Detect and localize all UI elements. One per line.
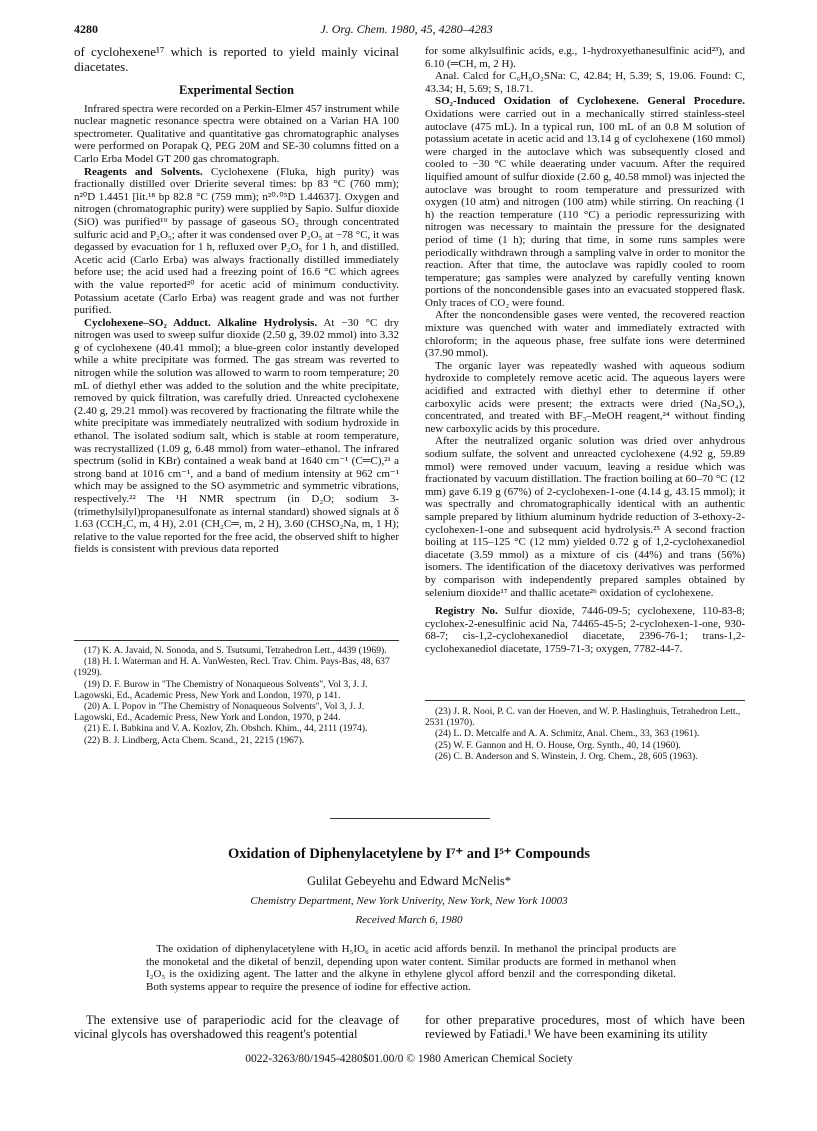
registry-head: Registry No. [435, 605, 498, 618]
paragraph-continued: for some alkylsulfinic acids, e.g., 1-hydroxyethanesulfinic acid²³), and 6.10 (═CH, m, 2 H). [425, 45, 745, 70]
paragraph-adduct [74, 317, 399, 556]
journal-citation: J. Org. Chem. 1980, 45, 4280–4283 [320, 22, 493, 36]
intro-left: The extensive use of paraperiodic acid for the cleavage of vicinal glycols has overshadowed this reagent's potential [74, 1013, 399, 1041]
received-date: Received March 6, 1980 [355, 914, 463, 926]
paragraph-organic-layer: The organic layer was repeatedly washed with aqueous sodium hydroxide to completely remove acetic acid. The aqueous layers were acidified and extracted with diethyl ether to determine if other carboxylic acids were present; the extracts were dried (Na₂SO₄), concentrated, and treated with BF₃–MeOH reagent,²⁴ without finding new carboxylic acids by this procedure. [425, 359, 745, 435]
footnote-divider-left [74, 640, 399, 641]
article-authors: Gulilat Gebeyehu and Edward McNelis* [306, 874, 512, 888]
article-title: Oxidation of Diphenylacetylene by I⁷⁺ and I⁵⁺ Compounds [228, 846, 590, 862]
paragraph-oxidation [425, 95, 745, 309]
left-column [74, 45, 399, 556]
footnote: (17) K. A. Javaid, N. Sonoda, and S. Tsutsumi, Tetrahedron Lett., 4439 (1969). [84, 645, 387, 656]
footnotes-left [74, 645, 399, 746]
footnote: (26) C. B. Anderson and S. Winstein, J. Org. Chem., 28, 605 (1963). [435, 750, 698, 762]
footnote: (25) W. F. Gannon and H. O. House, Org. Synth., 40, 14 (1960). [435, 739, 681, 751]
copyright-footer: 0022-3263/80/1945-4280$01.00/0 © 1980 American Chemical Society [245, 1053, 573, 1065]
reagents-text: Cyclohexene (Fluka, high purity) was fractionally distilled over Drierite several times: bp 83 °C (760 mm); n²⁰D 1.4451 [lit.¹⁸ bp 82.8 °C (759 mm); n²⁰·⁰⁵D 1.44637]. Oxygen and nitrogen (chromatographic purity) were supplied by Sapio. Sulfur dioxide (SiO) was purified¹⁹ by passage of gaseous SO₂ through concentrated sulfuric acid and P₂O₅; after it was condensed over P₂O₅ at −78 °C, it was degassed by evacuation for 1 h, refluxed over P₂O₅ for 1 h, and distilled. Acetic acid (Carlo Erba) was always fractionally distilled immediately before use; the acid used had a freezing point of 16.6 °C which agrees with the value reported²⁰ for acetic acid of minimum conductivity. Potassium acetate (Carlo Erba) was reagent grade and was not further purified. [74, 165, 400, 317]
paragraph-analysis: Anal. Calcd for C₆H₉O₂SNa: C, 42.84; H, 5.39; S, 19.06. Found: C, 43.34; H, 5.69; S, 18.71. [425, 70, 745, 95]
paragraph-venting: After the noncondensible gases were vented, the recovered reaction mixture was quenched with water and immediately extracted with chloroform; in the aqueous phase, free sulfate ions were determined (37.90 mmol). [425, 309, 745, 360]
footnote: (24) L. D. Metcalfe and A. A. Schmitz, Anal. Chem., 33, 363 (1961). [435, 728, 700, 740]
right-column [425, 45, 745, 656]
paragraph-instruments: Infrared spectra were recorded on a Perkin-Elmer 457 instrument while nuclear magnetic resonance spectra were obtained on a Varian HA 100 spectrometer. Qualitative and quantitative gas chromatographic analyses were performed on Porapak Q, PEG 20M and SE-30 columns fitted on a Carlo Erba Model GT 200 gas chromatograph. [74, 102, 399, 165]
footnote: (19) D. F. Burow in "The Chemistry of Nonaqueous Solvents", Vol 3, J. J. Lagowski, Ed., Academic Press, New York and London, 1970, p 141. [74, 678, 368, 701]
paragraph-neutralized: After the neutralized organic solution was dried over anhydrous sodium sulfate, the solvent and unreacted cyclohexene (4.92 g, 59.89 mmol) were removed under vacuum, leaving a residue which was fractionated by vacuum distillation. The fraction boiling at 60–70 °C (12 mm) gave 6.19 g (67%) of 2-cyclohexen-1-one (4.14 g, 43.15 mmol); it was spectrally and chromatographically identical with an authentic sample prepared by lithium aluminum hydride reduction of 3-ethoxy-2-cyclohexen-1-one and subsequent acid hydrolysis.²⁵ A second fraction boiling at 115–125 °C (12 mm) yielded 0.72 g of 1,2-cyclohexanediol diacetate (3.59 mmol) as a mixture of cis (44%) and trans (56%) isomers. The identification of the diacetoxy derivatives was performed by comparison with independently prepared samples obtained by selenium dioxide¹⁷ and thallic acetate²⁶ oxidation of cyclohexene. [425, 435, 745, 599]
run-in-head-oxidation: SO₂-Induced Oxidation of Cyclohexene. General Procedure. [435, 95, 745, 108]
footnote: (23) J. R. Nooi, P. C. van der Hoeven, and W. P. Haslinghuis, Tetrahedron Lett., 2531 (1970). [425, 706, 741, 729]
article-affiliation: Chemistry Department, New York Univerity, New York, New York 10003 [250, 895, 568, 907]
adduct-text: At −30 °C dry nitrogen was used to sweep sulfur dioxide (2.50 g, 39.02 mmol) into 3.32 g of cyclohexene (40.41 mmol); a blue-green color instantly developed while a white precipitate was formed. The gas stream was reverted to nitrogen while the solution was allowed to warm to room temperature; 20 mL of diethyl ether was added to the solution and the white precipitate, removed by quick filtration, was carefully dried. Unreacted cyclohexene (2.40 g, 29.21 mmol) was recovered by fractionating the filtrate while the white precipitate was immediately neutralized with sodium hydroxide in ethanol. The isolated sodium salt, which is stable at room temperature, was recrystallized (1.09 g, 6.48 mmol) from water–ethanol. The infrared spectrum (solid in KBr) contained a weak band at 1640 cm⁻¹ (C═C),²¹ a strong band at 1016 cm⁻¹, and a band of medium intensity at 962 cm⁻¹ which may be assigned to the SO asymmetric and symmetric vibrations, respectively.²² The ¹H NMR spectrum (in D₂O; sodium 3-(trimethylsilyl)propanesulfonate as internal standard) showed signals at δ 1.63 (CCH₂C, m, 4 H), 2.01 (CH₂C═, m, 2 H), 3.60 (CHSO₂Na, m, 1 H); relative to the value reported for the free acid, the observed shift to higher fields is consistent with previous data reported [74, 316, 399, 556]
paragraph-registry [425, 605, 745, 655]
intro-continued: of cyclohexene¹⁷ which is reported to yield mainly vicinal diacetates. [74, 44, 399, 74]
oxidation-text: Oxidations were carried out in a mechanically stirred stainless-steel autoclave (475 mL). In a typical run, 100 mL of an 0.8 M solution of potassium acetate in acetic acid and 13.14 g of cyclohexene (160 mmol) were charged in the autoclave which was subsequently closed and cooled to −30 °C while deaerating under vacuum. After the required liquified amount of sulfur dioxide (2.60 g, 40.58 mmol) was injected the autoclave was brought to room temperature and pressurized with oxygen (10 atm) and nitrogen (100 atm) while stirring. On reaching (1 h) the reaction temperature (110 °C) a periodic repressurizing with nitrogen was necessary to maintain the pressure for the designated period of time (1 h); during that time, in some runs samples were periodically withdrawn through a sampling valve in order to monitor the reaction. After that time, the autoclave was rapidly cooled to room temperature; gas samples were analyzed by carefully venting known portions of the noncondensible gases into an evacuated stoppered flask. Only traces of CO₂ were found. [425, 107, 745, 309]
paragraph-reagents [74, 166, 399, 317]
section-title: Experimental Section [179, 83, 294, 97]
page-number: 4280 [74, 22, 98, 36]
abstract: The oxidation of diphenylacetylene with H₅IO₆ in acetic acid affords benzil. In methanol the principal products are the monoketal and the diketal of benzil, depending upon water content. Similar products are formed in methanol when I₂O₅ is the oxidizing agent. The latter and the alkyne in ethylene glycol afford benzil and the corresponding diketal. Both systems appear to require the presence of iodine for effective action. [146, 943, 676, 993]
registry-text: Sulfur dioxide, 7446-09-5; cyclohexene, 110-83-8; cyclohex-2-enesulfinic acid Na, 74465-45-5; 2-cyclohexen-1-one, 930-68-7; cis-1,2-cyclohexanediol diacetate, 2396-76-1; trans-1,2-cyclohexanediol diacetate, 1759-71-3; oxygen, 7782-44-7. [425, 605, 745, 655]
run-in-head-reagents: Reagents and Solvents. [84, 165, 203, 178]
footnote-divider-right [425, 700, 745, 701]
run-in-head-adduct: Cyclohexene–SO₂ Adduct. Alkaline Hydrolysis. [84, 316, 318, 329]
footnote: (20) A. I. Popov in "The Chemistry of Nonaqueous Solvents", Vol 3, J. J. Lagowski, Ed., Academic Press, New York and London, 1970, p 244. [74, 701, 365, 724]
footnote: (21) E. I. Babkina and V. A. Kozlov, Zh. Obshch. Khim., 44, 2111 (1974). [84, 723, 368, 735]
footnotes-right [425, 706, 745, 762]
intro-right: for other preparative procedures, most of which have been reviewed by Fatiadi.¹ We have been examining its utility [425, 1013, 745, 1041]
footnote: (18) H. I. Waterman and H. A. VanWesten, Recl. Trav. Chim. Pays-Bas, 48, 637 (1929). [74, 656, 390, 679]
article-separator [330, 818, 490, 819]
footnote: (22) B. J. Lindberg, Acta Chem. Scand., 21, 2215 (1967). [84, 734, 305, 746]
